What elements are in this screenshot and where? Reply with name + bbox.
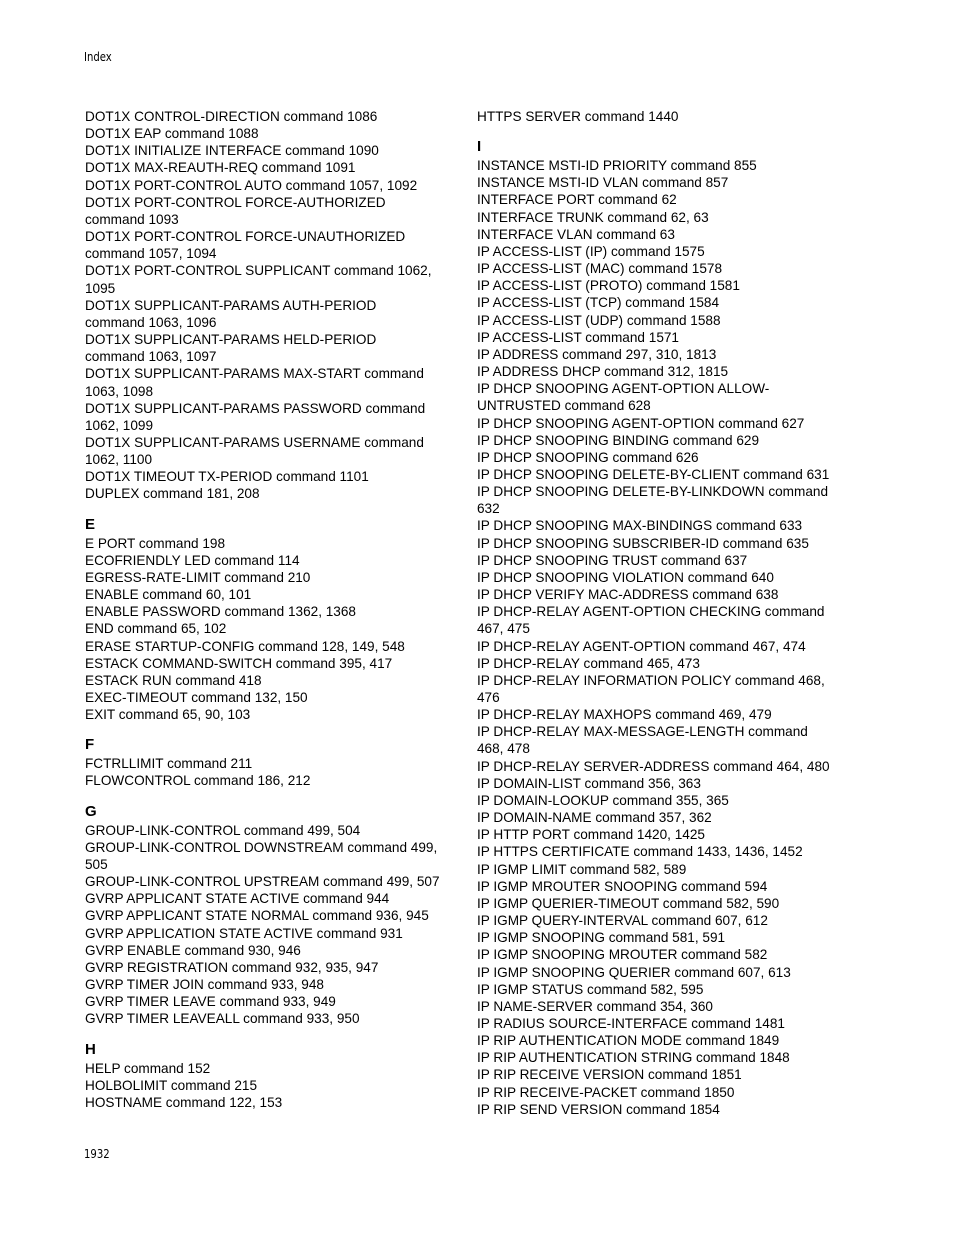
index-entry bbox=[85, 552, 457, 569]
index-entry bbox=[477, 1084, 849, 1101]
entry-text: ECOFRIENDLY LED command 114 bbox=[85, 552, 300, 568]
entry-continuation: UNTRUSTED command 628 bbox=[477, 398, 651, 414]
entry-text: IP NAME-SERVER command 354, 360 bbox=[477, 998, 713, 1014]
entry-text: IP DHCP SNOOPING TRUST command 637 bbox=[477, 552, 748, 568]
index-entry bbox=[85, 586, 457, 603]
entry-text: INTERFACE PORT command 62 bbox=[477, 192, 677, 208]
entry-text: IP DHCP SNOOPING AGENT-OPTION ALLOW- bbox=[477, 381, 770, 397]
entry-text: INTERFACE VLAN command 63 bbox=[477, 226, 675, 242]
index-entry bbox=[85, 993, 457, 1010]
index-entry bbox=[477, 432, 849, 449]
entry-text: GVRP TIMER LEAVE command 933, 949 bbox=[85, 994, 336, 1010]
entry-text: IP DOMAIN-NAME command 357, 362 bbox=[477, 810, 712, 826]
entry-text: IP ADDRESS command 297, 310, 1813 bbox=[477, 346, 717, 362]
entry-text: IP DHCP-RELAY MAX-MESSAGE-LENGTH command bbox=[477, 724, 808, 740]
entry-text: IP DHCP-RELAY MAXHOPS command 469, 479 bbox=[477, 707, 772, 723]
section-letter: E bbox=[85, 515, 96, 533]
entry-text: DOT1X SUPPLICANT-PARAMS PASSWORD command bbox=[85, 400, 426, 416]
index-entry bbox=[85, 297, 457, 331]
index-column-left bbox=[85, 108, 457, 1111]
index-entry bbox=[85, 839, 457, 873]
entry-text: IP ACCESS-LIST (IP) command 1575 bbox=[477, 243, 705, 259]
entry-text: GVRP APPLICANT STATE ACTIVE command 944 bbox=[85, 891, 390, 907]
entry-text: IP DHCP-RELAY AGENT-OPTION CHECKING command bbox=[477, 604, 825, 620]
index-entry bbox=[477, 226, 849, 243]
entry-text: IP DHCP SNOOPING SUBSCRIBER-ID command 635 bbox=[477, 535, 809, 551]
index-entry bbox=[477, 964, 849, 981]
entry-text: IP DHCP-RELAY INFORMATION POLICY command 468, bbox=[477, 672, 825, 688]
index-entry bbox=[477, 946, 849, 963]
entry-text: E PORT command 198 bbox=[85, 535, 226, 551]
entry-text: IP ACCESS-LIST (UDP) command 1588 bbox=[477, 312, 721, 328]
page-number: 1932 bbox=[84, 1147, 110, 1161]
entry-continuation: command 1063, 1096 bbox=[85, 314, 217, 330]
entry-text: IP DHCP SNOOPING BINDING command 629 bbox=[477, 432, 760, 448]
entry-text: DOT1X PORT-CONTROL AUTO command 1057, 1092 bbox=[85, 177, 418, 193]
index-entry bbox=[477, 174, 849, 191]
index-entry bbox=[477, 329, 849, 346]
entry-text: IP RIP RECEIVE VERSION command 1851 bbox=[477, 1067, 742, 1083]
entry-text: IP HTTPS CERTIFICATE command 1433, 1436, 1452 bbox=[477, 844, 803, 860]
entry-text: DOT1X PORT-CONTROL SUPPLICANT command 1062, bbox=[85, 263, 432, 279]
index-entry bbox=[85, 603, 457, 620]
index-entry bbox=[85, 125, 457, 142]
index-entry bbox=[477, 861, 849, 878]
index-section bbox=[85, 516, 457, 724]
entry-text: GVRP TIMER LEAVEALL command 933, 950 bbox=[85, 1011, 360, 1027]
entry-text: IP IGMP QUERY-INTERVAL command 607, 612 bbox=[477, 913, 768, 929]
index-entry bbox=[85, 655, 457, 672]
index-entry bbox=[477, 706, 849, 723]
entry-text: FLOWCONTROL command 186, 212 bbox=[85, 773, 311, 789]
entry-continuation: 468, 478 bbox=[477, 741, 530, 757]
index-entry bbox=[85, 942, 457, 959]
index-entry bbox=[477, 998, 849, 1015]
index-entry bbox=[85, 706, 457, 723]
entry-continuation: 505 bbox=[85, 856, 108, 872]
index-column-right bbox=[477, 108, 849, 1118]
entry-text: HOLBOLIMIT command 215 bbox=[85, 1077, 258, 1093]
section-letter: I bbox=[477, 138, 482, 156]
entry-text: INSTANCE MSTI-ID VLAN command 857 bbox=[477, 175, 729, 191]
entry-text: DOT1X MAX-REAUTH-REQ command 1091 bbox=[85, 160, 356, 176]
entry-text: DOT1X TIMEOUT TX-PERIOD command 1101 bbox=[85, 469, 369, 485]
entry-text: HOSTNAME command 122, 153 bbox=[85, 1094, 283, 1110]
entry-text: GVRP REGISTRATION command 932, 935, 947 bbox=[85, 959, 379, 975]
index-section bbox=[85, 108, 457, 503]
index-entry bbox=[477, 809, 849, 826]
entry-text: GROUP-LINK-CONTROL UPSTREAM command 499, 507 bbox=[85, 874, 440, 890]
index-entry bbox=[85, 959, 457, 976]
index-entry bbox=[85, 1010, 457, 1027]
entry-text: DOT1X SUPPLICANT-PARAMS MAX-START command bbox=[85, 366, 424, 382]
entry-text: IP IGMP MROUTER SNOOPING command 594 bbox=[477, 878, 768, 894]
index-entry bbox=[85, 159, 457, 176]
entry-text: IP DHCP-RELAY AGENT-OPTION command 467, 474 bbox=[477, 638, 806, 654]
entry-text: IP IGMP QUERIER-TIMEOUT command 582, 590 bbox=[477, 895, 780, 911]
entry-text: ESTACK COMMAND-SWITCH command 395, 417 bbox=[85, 655, 393, 671]
entry-text: ESTACK RUN command 418 bbox=[85, 672, 262, 688]
index-entry bbox=[477, 294, 849, 311]
index-entry bbox=[85, 569, 457, 586]
index-entry bbox=[85, 228, 457, 262]
index-entry bbox=[477, 586, 849, 603]
entry-text: HELP command 152 bbox=[85, 1060, 211, 1076]
entry-text: GVRP APPLICANT STATE NORMAL command 936, 945 bbox=[85, 908, 429, 924]
entry-text: EGRESS-RATE-LIMIT command 210 bbox=[85, 569, 311, 585]
index-section bbox=[85, 736, 457, 789]
index-entry bbox=[477, 363, 849, 380]
entry-text: DOT1X PORT-CONTROL FORCE-AUTHORIZED bbox=[85, 194, 386, 210]
index-entry bbox=[85, 142, 457, 159]
index-entry bbox=[85, 434, 457, 468]
entry-text: EXEC-TIMEOUT command 132, 150 bbox=[85, 690, 308, 705]
entry-text: DOT1X SUPPLICANT-PARAMS AUTH-PERIOD bbox=[85, 297, 377, 313]
entry-text: DOT1X SUPPLICANT-PARAMS USERNAME command bbox=[85, 434, 424, 450]
index-entry bbox=[85, 485, 457, 502]
index-entry bbox=[477, 1066, 849, 1083]
index-entry bbox=[477, 792, 849, 809]
entry-text: DUPLEX command 181, 208 bbox=[85, 486, 260, 502]
entry-continuation: 632 bbox=[477, 501, 500, 517]
section-letter: H bbox=[85, 1040, 96, 1058]
index-entry bbox=[85, 672, 457, 689]
entry-text: GROUP-LINK-CONTROL command 499, 504 bbox=[85, 822, 361, 838]
index-entry bbox=[477, 191, 849, 208]
index-entry bbox=[477, 775, 849, 792]
section-letter: G bbox=[85, 802, 97, 820]
index-entry bbox=[85, 925, 457, 942]
entry-text: IP IGMP SNOOPING QUERIER command 607, 613 bbox=[477, 964, 791, 980]
entry-text: IP DOMAIN-LIST command 356, 363 bbox=[477, 775, 701, 791]
index-entry bbox=[85, 822, 457, 839]
entry-text: IP RIP AUTHENTICATION STRING command 1848 bbox=[477, 1050, 790, 1066]
entry-text: IP DHCP SNOOPING VIOLATION command 640 bbox=[477, 569, 774, 585]
index-entry bbox=[477, 1049, 849, 1066]
index-entry bbox=[477, 535, 849, 552]
index-section bbox=[477, 108, 849, 125]
entry-text: DOT1X SUPPLICANT-PARAMS HELD-PERIOD bbox=[85, 332, 377, 348]
index-section bbox=[85, 803, 457, 1028]
entry-text: IP DOMAIN-LOOKUP command 355, 365 bbox=[477, 792, 729, 808]
index-entry bbox=[477, 1101, 849, 1118]
entry-text: IP DHCP SNOOPING DELETE-BY-LINKDOWN command bbox=[477, 484, 829, 500]
index-entry bbox=[85, 468, 457, 485]
entry-text: IP ACCESS-LIST (TCP) command 1584 bbox=[477, 295, 720, 311]
entry-text: IP RIP AUTHENTICATION MODE command 1849 bbox=[477, 1033, 780, 1049]
index-entry bbox=[85, 1077, 457, 1094]
index-entry bbox=[85, 1060, 457, 1077]
index-entry bbox=[477, 1032, 849, 1049]
index-entry bbox=[477, 603, 849, 637]
index-entry bbox=[477, 552, 849, 569]
entry-text: ENABLE PASSWORD command 1362, 1368 bbox=[85, 604, 356, 620]
entry-text: DOT1X EAP command 1088 bbox=[85, 126, 259, 142]
entry-text: GVRP ENABLE command 930, 946 bbox=[85, 942, 301, 958]
entry-text: IP DHCP SNOOPING MAX-BINDINGS command 633 bbox=[477, 518, 803, 534]
entry-continuation: command 1063, 1097 bbox=[85, 349, 217, 365]
entry-text: DOT1X CONTROL-DIRECTION command 1086 bbox=[85, 109, 378, 124]
index-entry bbox=[85, 890, 457, 907]
entry-text: GROUP-LINK-CONTROL DOWNSTREAM command 499, bbox=[85, 839, 438, 855]
index-entry bbox=[477, 517, 849, 534]
index-entry bbox=[85, 331, 457, 365]
index-entry bbox=[477, 723, 849, 757]
index-entry bbox=[85, 755, 457, 772]
entry-text: IP RADIUS SOURCE-INTERFACE command 1481 bbox=[477, 1015, 785, 1031]
entry-text: IP DHCP SNOOPING command 626 bbox=[477, 449, 699, 465]
index-entry bbox=[477, 108, 849, 125]
index-entry bbox=[477, 380, 849, 414]
index-entry bbox=[477, 243, 849, 260]
section-letter: F bbox=[85, 736, 95, 754]
index-entry bbox=[477, 655, 849, 672]
index-entry bbox=[477, 912, 849, 929]
index-entry bbox=[477, 157, 849, 174]
entry-text: IP IGMP LIMIT command 582, 589 bbox=[477, 861, 687, 877]
index-entry bbox=[477, 638, 849, 655]
index-section bbox=[85, 1041, 457, 1111]
entry-continuation: command 1093 bbox=[85, 211, 179, 227]
entry-text: IP IGMP STATUS command 582, 595 bbox=[477, 981, 704, 997]
entry-text: GVRP APPLICATION STATE ACTIVE command 931 bbox=[85, 925, 403, 941]
entry-text: IP HTTP PORT command 1420, 1425 bbox=[477, 827, 705, 843]
index-entry bbox=[85, 262, 457, 296]
index-section bbox=[477, 138, 849, 1118]
entry-text: IP ACCESS-LIST (MAC) command 1578 bbox=[477, 261, 723, 277]
entry-text: IP DHCP SNOOPING DELETE-BY-CLIENT command 631 bbox=[477, 466, 830, 482]
index-entry bbox=[85, 535, 457, 552]
entry-text: IP IGMP SNOOPING MROUTER command 582 bbox=[477, 947, 768, 963]
index-entry bbox=[477, 346, 849, 363]
index-entry bbox=[477, 981, 849, 998]
entry-continuation: 1095 bbox=[85, 280, 116, 296]
entry-continuation: 1063, 1098 bbox=[85, 383, 154, 399]
index-entry bbox=[477, 209, 849, 226]
index-entry bbox=[477, 312, 849, 329]
entry-text: ERASE STARTUP-CONFIG command 128, 149, 548 bbox=[85, 638, 405, 654]
entry-text: HTTPS SERVER command 1440 bbox=[477, 109, 679, 124]
entry-text: IP DHCP VERIFY MAC-ADDRESS command 638 bbox=[477, 587, 779, 603]
index-entry bbox=[477, 569, 849, 586]
index-entry bbox=[477, 466, 849, 483]
index-entry bbox=[85, 177, 457, 194]
entry-text: IP ADDRESS DHCP command 312, 1815 bbox=[477, 364, 729, 380]
index-entry bbox=[477, 895, 849, 912]
index-entry bbox=[477, 483, 849, 517]
entry-text: INSTANCE MSTI-ID PRIORITY command 855 bbox=[477, 158, 757, 174]
entry-continuation: 1062, 1100 bbox=[85, 452, 153, 468]
entry-text: DOT1X PORT-CONTROL FORCE-UNAUTHORIZED bbox=[85, 229, 406, 245]
entry-text: IP ACCESS-LIST (PROTO) command 1581 bbox=[477, 278, 740, 294]
page-header: Index bbox=[84, 50, 112, 64]
index-entry bbox=[85, 620, 457, 637]
entry-continuation: 467, 475 bbox=[477, 621, 530, 637]
index-entry bbox=[477, 449, 849, 466]
index-entry bbox=[477, 826, 849, 843]
index-entry bbox=[85, 1094, 457, 1111]
index-entry bbox=[85, 689, 457, 706]
entry-continuation: 476 bbox=[477, 690, 500, 705]
index-entry bbox=[477, 878, 849, 895]
index-entry bbox=[85, 365, 457, 399]
entry-text: IP IGMP SNOOPING command 581, 591 bbox=[477, 930, 726, 946]
index-entry bbox=[477, 758, 849, 775]
index-entry bbox=[477, 929, 849, 946]
index-entry bbox=[477, 415, 849, 432]
index-entry bbox=[477, 672, 849, 706]
entry-text: IP ACCESS-LIST command 1571 bbox=[477, 329, 679, 345]
entry-text: IP RIP SEND VERSION command 1854 bbox=[477, 1101, 720, 1117]
index-entry bbox=[85, 976, 457, 993]
entry-text: END command 65, 102 bbox=[85, 621, 227, 637]
entry-text: ENABLE command 60, 101 bbox=[85, 587, 252, 603]
entry-text: IP DHCP SNOOPING AGENT-OPTION command 627 bbox=[477, 415, 805, 431]
index-entry bbox=[85, 108, 457, 125]
index-entry bbox=[477, 277, 849, 294]
entry-text: INTERFACE TRUNK command 62, 63 bbox=[477, 209, 709, 225]
entry-text: DOT1X INITIALIZE INTERFACE command 1090 bbox=[85, 143, 379, 159]
entry-text: FCTRLLIMIT command 211 bbox=[85, 756, 253, 772]
entry-text: IP DHCP-RELAY command 465, 473 bbox=[477, 655, 700, 671]
index-entry bbox=[477, 843, 849, 860]
entry-text: EXIT command 65, 90, 103 bbox=[85, 707, 251, 723]
entry-text: IP RIP RECEIVE-PACKET command 1850 bbox=[477, 1084, 735, 1100]
entry-continuation: command 1057, 1094 bbox=[85, 246, 217, 262]
index-entry bbox=[85, 400, 457, 434]
index-entry bbox=[85, 194, 457, 228]
index-entry bbox=[85, 638, 457, 655]
index-entry bbox=[477, 260, 849, 277]
entry-text: GVRP TIMER JOIN command 933, 948 bbox=[85, 977, 324, 993]
index-entry bbox=[85, 873, 457, 890]
index-entry bbox=[85, 772, 457, 789]
entry-continuation: 1062, 1099 bbox=[85, 417, 154, 433]
entry-text: IP DHCP-RELAY SERVER-ADDRESS command 464, 480 bbox=[477, 758, 830, 774]
index-entry bbox=[85, 907, 457, 924]
index-entry bbox=[477, 1015, 849, 1032]
